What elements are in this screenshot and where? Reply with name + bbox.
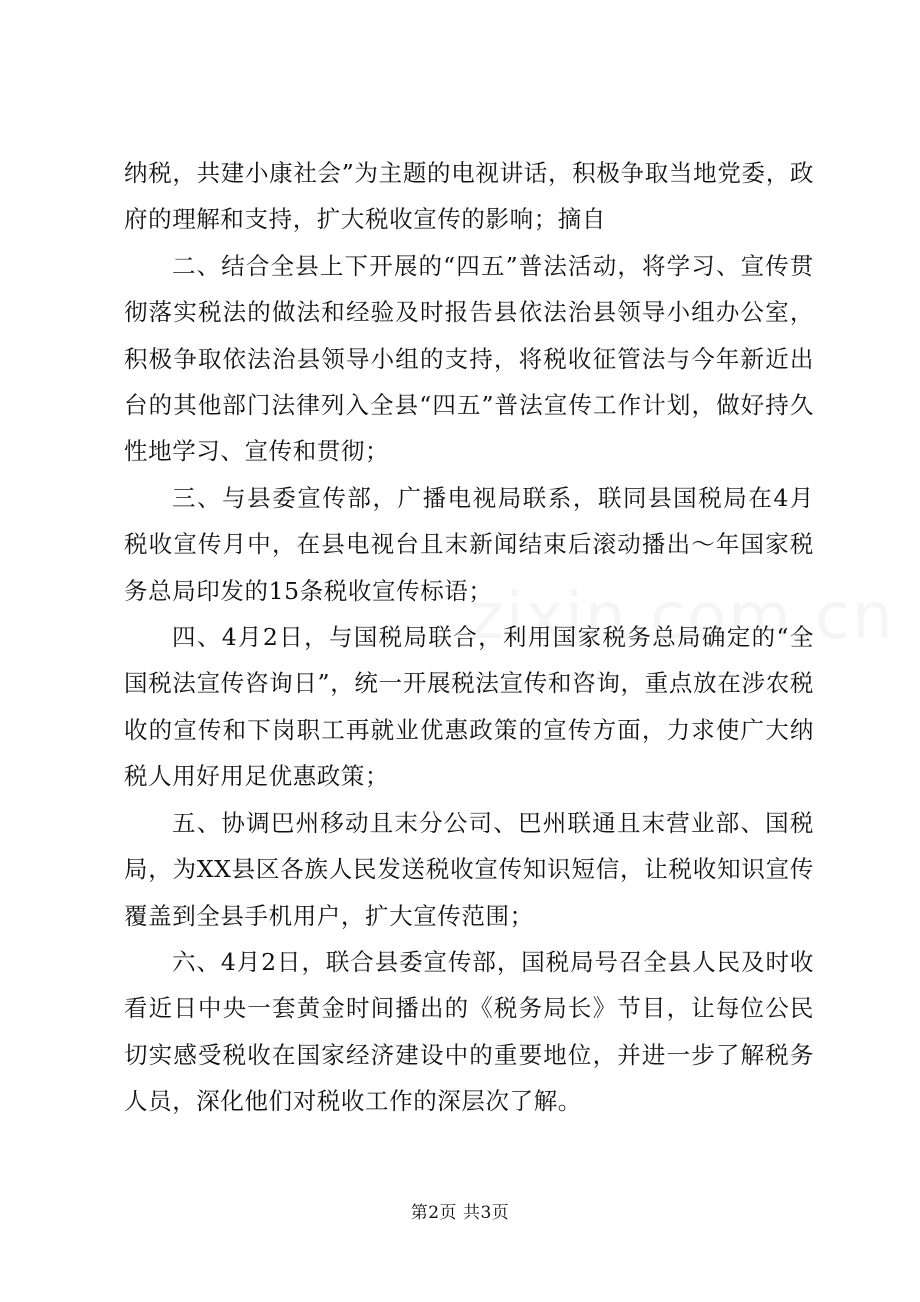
paragraph-item-4: 四、4月2日，与国税局联合，利用国家税务总局确定的“全国税法宣传咨询日”，统一开展税法宣传和咨询，重点放在涉农税收的宣传和下岗职工再就业优惠政策的宣传方面，力求使广大纳税人用好用足优惠政策； (124, 623, 814, 791)
document-body (124, 150, 814, 1125)
paragraph-item-2: 二、结合全县上下开展的“四五”普法活动，将学习、宣传贯彻落实税法的做法和经验及时报告县依法治县领导小组办公室，积极争取依法治县领导小组的支持，将税收征管法与今年新近出台的其他部门法律列入全县“四五”普法宣传工作计划，做好持久性地学习、宣传和贯彻； (124, 251, 814, 466)
paragraph-item-5: 五、协调巴州移动且末分公司、巴州联通且末营业部、国税局，为XX县区各族人民发送税收宣传知识短信，让税收知识宣传覆盖到全县手机用户，扩大宣传范围； (124, 808, 814, 930)
paragraph-continuation: 纳税，共建小康社会”为主题的电视讲话，积极争取当地党委，政府的理解和支持，扩大税收宣传的影响；摘自 (124, 159, 814, 234)
paragraph-item-6: 六、4月2日，联合县委宣传部，国税局号召全县人民及时收看近日中央一套黄金时间播出的《税务局长》节目，让每位公民切实感受税收在国家经济建设中的重要地位，并进一步了解税务人员，深化他们对税收工作的深层次了解。 (124, 947, 814, 1116)
paragraph-item-3: 三、与县委宣传部，广播电视局联系，联同县国税局在4月税收宣传月中，在县电视台且末新闻结束后滚动播出～年国家税务总局印发的15条税收宣传标语； (124, 483, 814, 605)
page-number-footer: 第2页 共3页 (410, 1203, 510, 1223)
